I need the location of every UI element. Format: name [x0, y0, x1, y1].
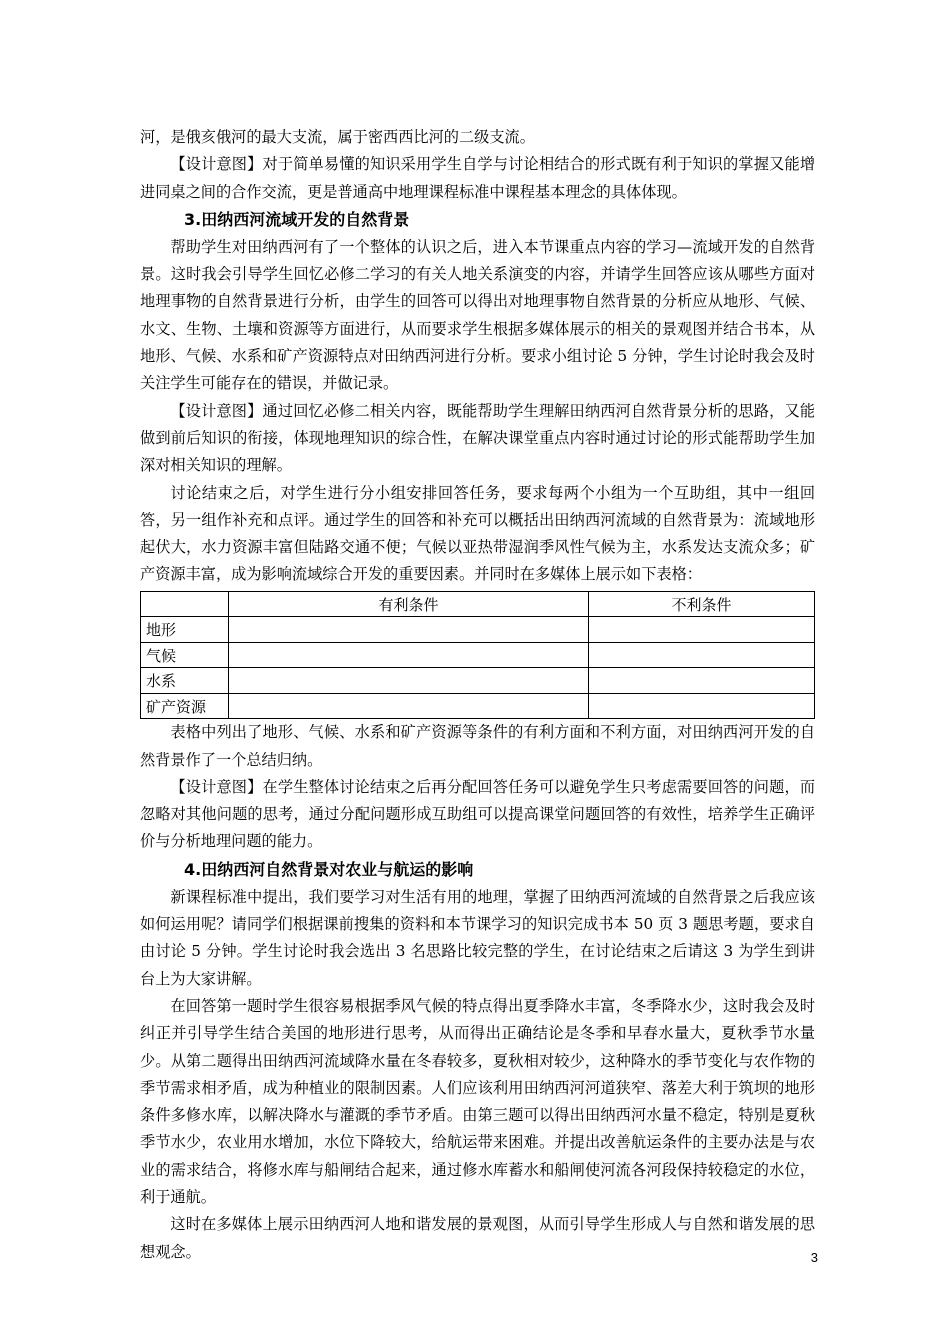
table-row	[141, 693, 815, 719]
row-label: 矿产资源	[141, 693, 229, 719]
table-header-row	[141, 591, 815, 617]
paragraph: 河，是俄亥俄河的最大支流，属于密西西比河的二级支流。	[140, 128, 535, 146]
page-number: 3	[810, 1250, 818, 1265]
design-intent-paragraph: 【设计意图】在学生整体讨论结束之后再分配回答任务可以避免学生只考虑需要回答的问题，而忽略对其他问题的思考，通过分配问题形成互助组可以提高课堂问题回答的有效性，培养学生正确评价与分析地理问题的能力。	[140, 777, 815, 851]
paragraph: 新课程标准中提出，我们要学习对生活有用的地理，掌握了田纳西河流域的自然背景之后我应该如何运用呢？请同学们根据课前搜集的资料和本节课学习的知识完成书本 50 页 3 题思考题，要求自由讨论 5 分钟。学生讨论时我会选出 3 名思路比较完整的学生，在讨论结束之后请这 3 为学生到讲台上为大家讲解。	[140, 887, 815, 988]
design-intent-paragraph: 【设计意图】对于简单易懂的知识采用学生自学与讨论相结合的形式既有利于知识的掌握又能增进同桌之间的合作交流，更是普通高中地理课程标准中课程基本理念的具体体现。	[140, 155, 815, 201]
conditions-table	[140, 591, 815, 720]
row-label: 气候	[141, 642, 229, 668]
table-cell	[229, 668, 589, 694]
table-row	[141, 617, 815, 643]
table-cell	[229, 617, 589, 643]
table-cell	[229, 642, 589, 668]
table-cell	[589, 668, 815, 694]
paragraph: 表格中列出了地形、气候、水系和矿产资源等条件的有利方面和不利方面，对田纳西河开发的自然背景作了一个总结归纳。	[140, 723, 815, 769]
table-header-cell: 不利条件	[589, 591, 815, 617]
page-content	[140, 124, 815, 1266]
table-header-cell: 有利条件	[229, 591, 589, 617]
table-cell	[589, 617, 815, 643]
table-row	[141, 642, 815, 668]
paragraph: 讨论结束之后，对学生进行分小组安排回答任务，要求每两个小组为一个互助组，其中一组回答，另一组作补充和点评。通过学生的回答和补充可以概括出田纳西河流域的自然背景为：流域地形起伏大，水力资源丰富但陆路交通不便；气候以亚热带湿润季风性气候为主，水系发达支流众多；矿产资源丰富，成为影响流域综合开发的重要因素。并同时在多媒体上展示如下表格：	[140, 483, 815, 584]
paragraph: 帮助学生对田纳西河有了一个整体的认识之后，进入本节课重点内容的学习—流域开发的自然背景。这时我会引导学生回忆必修二学习的有关人地关系演变的内容，并请学生回答应该从哪些方面对地理事物的自然背景进行分析，由学生的回答可以得出对地理事物自然背景的分析应从地形、气候、水文、生物、土壤和资源等方面进行，从而要求学生根据多媒体展示的相关的景观图并结合书本，从地形、气候、水系和矿产资源特点对田纳西河进行分析。要求小组讨论 5 分钟，学生讨论时我会及时关注学生可能存在的错误，并做记录。	[140, 237, 815, 393]
row-label: 水系	[141, 668, 229, 694]
row-label: 地形	[141, 617, 229, 643]
section-heading-4: 4.田纳西河自然背景对农业与航运的影响	[184, 859, 474, 879]
table-cell	[589, 642, 815, 668]
table-cell	[589, 693, 815, 719]
section-heading-3: 3.田纳西河流域开发的自然背景	[184, 209, 410, 229]
design-intent-paragraph: 【设计意图】通过回忆必修二相关内容，既能帮助学生理解田纳西河自然背景分析的思路，又能做到前后知识的衔接，体现地理知识的综合性，在解决课堂重点内容时通过讨论的形式能帮助学生加深对相关知识的理解。	[140, 401, 815, 475]
table-row	[141, 668, 815, 694]
table-cell	[229, 693, 589, 719]
paragraph: 在回答第一题时学生很容易根据季风气候的特点得出夏季降水丰富，冬季降水少，这时我会及时纠正并引导学生结合美国的地形进行思考，从而得出正确结论是冬季和早春水量大，夏秋季节水量少。从第二题得出田纳西河流域降水量在冬春较多，夏秋相对较少，这种降水的季节变化与农作物的季节需求相矛盾，成为种植业的限制因素。人们应该利用田纳西河河道狭窄、落差大利于筑坝的地形条件多修水库，以解决降水与灌溉的季节矛盾。由第三题可以得出田纳西河水量不稳定，特别是夏秋季节水少，农业用水增加，水位下降较大，给航运带来困难。并提出改善航运条件的主要办法是与农业的需求结合，将修水库与船闸结合起来，通过修水库蓄水和船闸使河流各河段保持较稳定的水位，利于通航。	[140, 996, 815, 1206]
paragraph: 这时在多媒体上展示田纳西河人地和谐发展的景观图，从而引导学生形成人与自然和谐发展的思想观念。	[140, 1215, 815, 1261]
table-header-cell	[141, 591, 229, 617]
